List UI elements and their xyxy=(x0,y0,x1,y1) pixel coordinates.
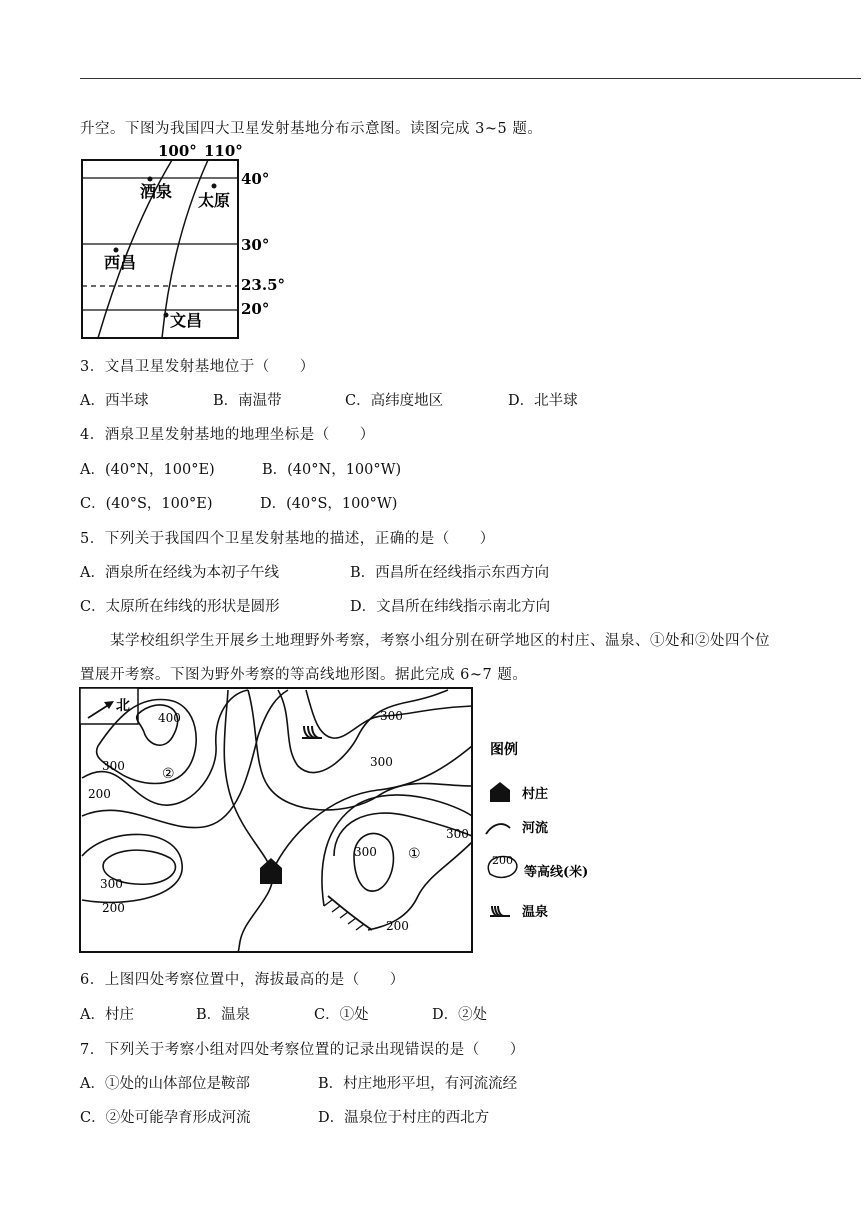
river-main xyxy=(224,690,272,952)
q5-option-c: C．太原所在纬线的形状是圆形 xyxy=(80,599,280,615)
legend-village: 村庄 xyxy=(522,787,549,802)
q4-option-a: A．(40°N，100°E) xyxy=(80,462,215,478)
legend-river-icon xyxy=(486,824,510,834)
lat-label-20: 20° xyxy=(241,300,270,318)
q4-option-b: B．(40°N，100°W) xyxy=(262,462,402,478)
lat-label-30: 30° xyxy=(241,236,270,254)
contour-label: 300 xyxy=(102,759,125,773)
q6-option-b: B．温泉 xyxy=(196,1007,251,1023)
intro-text-2-line-1: 某学校组织学生开展乡土地理野外考察，考察小组分别在研学地区的村庄、温泉、①处和②处四个位 xyxy=(110,633,770,649)
jiuquan-dot xyxy=(148,177,153,182)
legend-river: 河流 xyxy=(522,821,549,836)
contour-200-east xyxy=(322,795,472,906)
lon-label-110: 110° xyxy=(204,142,243,160)
q5-option-b: B．西昌所在经线指示东西方向 xyxy=(350,565,550,581)
site-wenchang: 文昌 xyxy=(170,311,203,330)
lat-label-23.5: 23.5° xyxy=(241,276,286,294)
xichang-dot xyxy=(114,248,119,253)
question-7: 7．下列关于考察小组对四处考察位置的记录出现错误的是（ ） xyxy=(80,1042,525,1058)
q7-option-a: A．①处的山体部位是鞍部 xyxy=(80,1076,250,1092)
q3-option-d: D．北半球 xyxy=(508,393,578,409)
q6-option-d: D．②处 xyxy=(432,1007,488,1023)
contour-label: 300 xyxy=(380,709,403,723)
q7-option-d: D．温泉位于村庄的西北方 xyxy=(318,1110,490,1126)
point-2-label: ② xyxy=(162,766,175,782)
q3-option-b: B．南温带 xyxy=(213,393,282,409)
q5-option-d: D．文昌所在纬线指示南北方向 xyxy=(350,599,551,615)
taiyuan-dot xyxy=(212,184,217,189)
question-5: 5．下列关于我国四个卫星发射基地的描述，正确的是（ ） xyxy=(80,531,495,547)
question-3: 3．文昌卫星发射基地位于（ ） xyxy=(80,359,315,375)
contour-300-east xyxy=(354,833,393,891)
contour-map xyxy=(78,686,598,956)
contour-label: 300 xyxy=(100,877,123,891)
contour-label: 200 xyxy=(88,787,111,801)
question-6: 6．上图四处考察位置中，海拔最高的是（ ） xyxy=(80,972,405,988)
lon-label-100: 100° xyxy=(158,142,197,160)
lat-label-40: 40° xyxy=(241,170,270,188)
q4-option-d: D．(40°S，100°W) xyxy=(260,496,398,512)
legend-hot-spring: 温泉 xyxy=(522,905,549,920)
contour-label: 300 xyxy=(354,845,377,859)
legend-contour-sample: 200 xyxy=(492,854,513,867)
header-rule xyxy=(80,78,861,79)
site-jiuquan: 酒泉 xyxy=(140,182,173,201)
contour-200-west xyxy=(82,834,182,902)
q6-option-c: C．①处 xyxy=(314,1007,369,1023)
intro-text-2-line-2: 置展开考察。下图为野外考察的等高线地形图。据此完成 6~7 题。 xyxy=(80,667,528,683)
contour-label: 200 xyxy=(386,919,409,933)
legend-title: 图例 xyxy=(490,742,518,758)
q3-option-a: A．西半球 xyxy=(80,393,149,409)
point-1-label: ① xyxy=(408,846,421,862)
site-taiyuan: 太原 xyxy=(198,191,231,210)
cliff-line xyxy=(328,896,372,930)
contour-label: 300 xyxy=(446,827,469,841)
wenchang-dot xyxy=(164,313,169,318)
legend-village-icon xyxy=(490,782,510,802)
intro-text-1: 升空。下图为我国四大卫星发射基地分布示意图。读图完成 3~5 题。 xyxy=(80,121,543,137)
question-4: 4．酒泉卫星发射基地的地理坐标是（ ） xyxy=(80,427,375,443)
contour-label: 200 xyxy=(102,901,125,915)
legend-contour: 等高线(米) xyxy=(524,865,589,880)
hot-spring-icon xyxy=(304,726,320,738)
launch-base-map xyxy=(80,140,286,342)
contour-300-north xyxy=(278,690,448,773)
village-icon xyxy=(260,858,282,884)
contour-label: 400 xyxy=(158,711,181,725)
north-label: 北 xyxy=(116,698,130,714)
contour-200-north xyxy=(248,690,472,810)
q3-option-c: C．高纬度地区 xyxy=(345,393,444,409)
site-xichang: 西昌 xyxy=(104,253,137,272)
q5-option-a: A．酒泉所在经线为本初子午线 xyxy=(80,565,279,581)
q4-option-c: C．(40°S，100°E) xyxy=(80,496,213,512)
contour-label: 300 xyxy=(370,755,393,769)
cliff-hatch xyxy=(324,900,364,930)
legend-hot-spring-icon xyxy=(492,906,504,916)
q7-option-c: C．②处可能孕育形成河流 xyxy=(80,1110,251,1126)
q6-option-a: A．村庄 xyxy=(80,1007,134,1023)
q7-option-b: B．村庄地形平坦，有河流流经 xyxy=(318,1076,518,1092)
map2-frame xyxy=(80,688,472,952)
